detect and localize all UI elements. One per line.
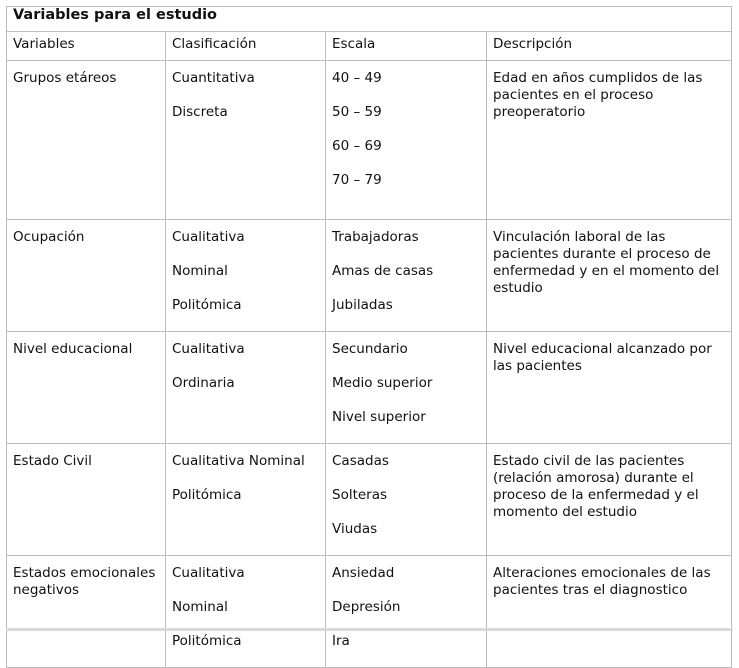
scale-item: Medio superior — [332, 375, 433, 391]
scale-item: Viudas — [332, 521, 378, 537]
classification-item: Discreta — [172, 104, 228, 120]
description-line: pacientes tras el diagnostico — [493, 582, 688, 598]
classification-item: Politómica — [172, 487, 242, 503]
scale-item: Depresión — [332, 599, 401, 615]
description-line: Vinculación laboral de las — [493, 229, 666, 245]
description-line: proceso de la enfermedad y el — [493, 487, 699, 503]
classification-item: Nominal — [172, 263, 228, 279]
scale-item: Jubiladas — [332, 297, 393, 313]
header-clasificacion: Clasificación — [166, 32, 326, 61]
table-row — [7, 444, 732, 556]
classification-item: Ordinaria — [172, 375, 235, 391]
description-line: las pacientes — [493, 358, 582, 374]
scale-item: Ansiedad — [332, 565, 395, 581]
table-row — [7, 556, 732, 668]
scale-item: Solteras — [332, 487, 388, 503]
description-line: momento del estudio — [493, 504, 637, 520]
classification-item: Nominal — [172, 599, 228, 615]
classification-item: Cualitativa — [172, 341, 245, 357]
variables-table — [6, 6, 732, 668]
description-line: enfermedad y en el momento del — [493, 263, 720, 279]
description-line: (relación amorosa) durante el — [493, 470, 694, 486]
table-row — [7, 220, 732, 332]
table-row — [7, 332, 732, 444]
scale-item: Casadas — [332, 453, 389, 469]
classification-item: Cualitativa — [172, 229, 245, 245]
header-descripcion: Descripción — [487, 32, 732, 61]
description-line: Nivel educacional alcanzado por — [493, 341, 712, 357]
description-line: preoperatorio — [493, 104, 586, 120]
header-variables: Variables — [7, 32, 166, 61]
description-line: pacientes durante el proceso de — [493, 246, 711, 262]
classification-item: Cualitativa — [172, 565, 245, 581]
variable-name: negativos — [13, 582, 80, 598]
table-title: Variables para el estudio — [7, 7, 732, 32]
description-line: Estado civil de las pacientes — [493, 453, 685, 469]
table-row — [7, 61, 732, 220]
scale-item: Ira — [332, 633, 350, 649]
classification-item: Politómica — [172, 633, 242, 649]
scale-item: 50 – 59 — [332, 104, 382, 120]
header-escala: Escala — [326, 32, 487, 61]
scale-item: 70 – 79 — [332, 172, 382, 188]
scale-item: Secundario — [332, 341, 408, 357]
scale-item: Trabajadoras — [332, 229, 419, 245]
variable-name: Nivel educacional — [13, 341, 133, 357]
variable-name: Estado Civil — [13, 453, 92, 469]
variable-name: Grupos etáreos — [13, 70, 117, 86]
bottom-rule — [6, 628, 733, 631]
description-line: pacientes en el proceso — [493, 87, 654, 103]
description-line: estudio — [493, 280, 543, 296]
classification-item: Cuantitativa — [172, 70, 255, 86]
variable-name: Estados emocionales — [13, 565, 156, 581]
scale-item: 60 – 69 — [332, 138, 382, 154]
classification-item: Politómica — [172, 297, 242, 313]
classification-item: Cualitativa Nominal — [172, 453, 305, 469]
scale-item: 40 – 49 — [332, 70, 382, 86]
scale-item: Nivel superior — [332, 409, 426, 425]
scale-item: Amas de casas — [332, 263, 434, 279]
description-line: Alteraciones emocionales de las — [493, 565, 711, 581]
variable-name: Ocupación — [13, 229, 85, 245]
description-line: Edad en años cumplidos de las — [493, 70, 703, 86]
